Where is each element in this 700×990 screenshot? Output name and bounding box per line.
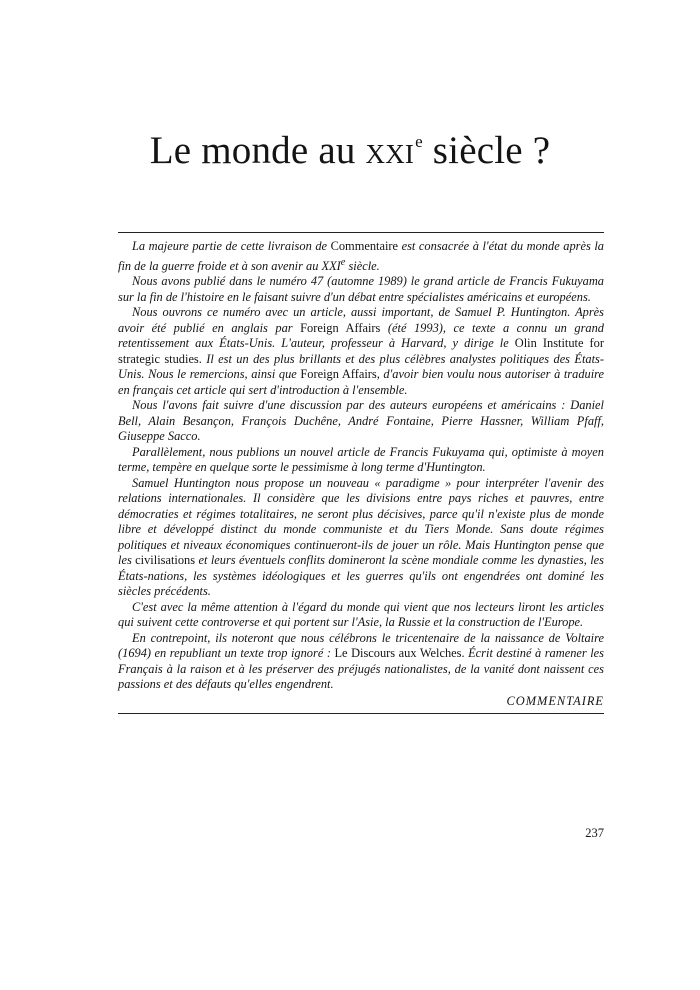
roman-text-run: Le Discours aux Welches. <box>334 646 465 661</box>
superscript: e <box>340 256 346 268</box>
text-run: C'est avec la même attention à l'égard du monde qui vient que nos lecteurs liront les articles qui suivent cette controverse et qui portent sur l'Asie, la Russie et la construction de l'Europe. <box>118 599 604 630</box>
bottom-divider <box>118 713 604 714</box>
paragraph <box>118 305 604 398</box>
paragraph <box>118 600 604 631</box>
text-run: La majeure partie de cette livraison de <box>132 239 331 253</box>
title-century: xxi <box>365 129 415 172</box>
roman-text-run: Foreign Affairs <box>300 320 381 335</box>
title-prefix: Le monde au <box>149 129 366 172</box>
paragraph <box>118 274 604 305</box>
paragraph <box>118 476 604 600</box>
text-run: et leurs éventuels conflits domineront la scène mondiale comme les dynasties, les États-nations, les systèmes idéologiques et les guerres qu'ils ont engendrées ont dominé les siècles précédents. <box>118 553 604 599</box>
paragraph <box>118 445 604 476</box>
roman-text-run: Foreign Affairs <box>300 367 377 382</box>
text-run: Écrit destiné à ramener les Français à la raison et à les préserver des préjugés nationalistes, de la vanité dont naissent ces passions et des défauts qu'elles engendrent. <box>118 646 604 692</box>
text-run: En contrepoint, ils noteront que nous célébrons le tricentenaire de la naissance de Voltaire (1694) en republiant un texte trop ignoré : <box>118 630 604 661</box>
title-superscript: e <box>415 132 423 151</box>
text-run: Nous l'avons fait suivre d'une discussion par des auteurs européens et américains : Daniel Bell, Alain Besançon, François Duchêne, André Fontaine, Pierre Hassner, William Pfaff, Giuseppe Sacco. <box>118 398 604 444</box>
text-run: Samuel Huntington nous propose un nouveau « paradigme » pour interpréter l'avenir des relations internationales. Il considère que les divisions entre pays riches et pauvres, entre démocraties et régimes totalitaires, ne seront plus décisives, parce qu'il n'existe plus de monde libre et développé distinct du monde communiste et du Tiers Monde. Sans doute régimes politiques et niveaux économiques continueront-ils de jouer un rôle. Mais Huntington pense que les <box>118 475 604 568</box>
top-divider <box>118 232 604 233</box>
text-run: est consacrée à l'état du monde après la fin de la guerre froide et à son avenir au XXI <box>118 239 604 273</box>
paragraph <box>118 398 604 445</box>
text-run: Parallèlement, nous publions un nouvel article de Francis Fukuyama qui, optimiste à moyen terme, tempère en quelque sorte le pessimisme à long terme d'Huntington. <box>118 444 604 475</box>
text-run: Nous avons publié dans le numéro 47 (automne 1989) le grand article de Francis Fukuyama sur la fin de l'histoire en le faisant suivre d'un débat entre spécialistes américains et européens. <box>118 274 604 304</box>
roman-text-run: civilisations <box>135 553 196 568</box>
title-after: siècle ? <box>422 129 551 172</box>
editorial-introduction <box>118 239 604 709</box>
paragraph <box>118 239 604 274</box>
text-run: (été 1993), ce texte a connu un grand retentissement aux États-Unis. L'auteur, professeur à Harvard, y dirige le <box>118 320 604 351</box>
roman-text-run: Olin Institute for strategic studies. <box>118 336 604 366</box>
page-title <box>0 128 700 175</box>
text-run: siècle. <box>345 258 380 273</box>
roman-text-run: Commentaire <box>330 239 399 253</box>
signature: COMMENTAIRE <box>506 693 604 708</box>
paragraph-list <box>118 239 604 693</box>
text-run: Nous ouvrons ce numéro avec un article, aussi important, de Samuel P. Huntington. Après avoir été publié en anglais par <box>118 305 604 335</box>
text-run: Il est un des plus brillants et des plus célèbres analystes politiques des États-Unis. Nous le remercions, ainsi que <box>118 351 604 382</box>
text-run: , d'avoir bien voulu nous autoriser à traduire en français cet article qui sert d'introduction à l'ensemble. <box>118 367 605 397</box>
page-number: 237 <box>585 826 604 840</box>
paragraph <box>118 631 604 693</box>
